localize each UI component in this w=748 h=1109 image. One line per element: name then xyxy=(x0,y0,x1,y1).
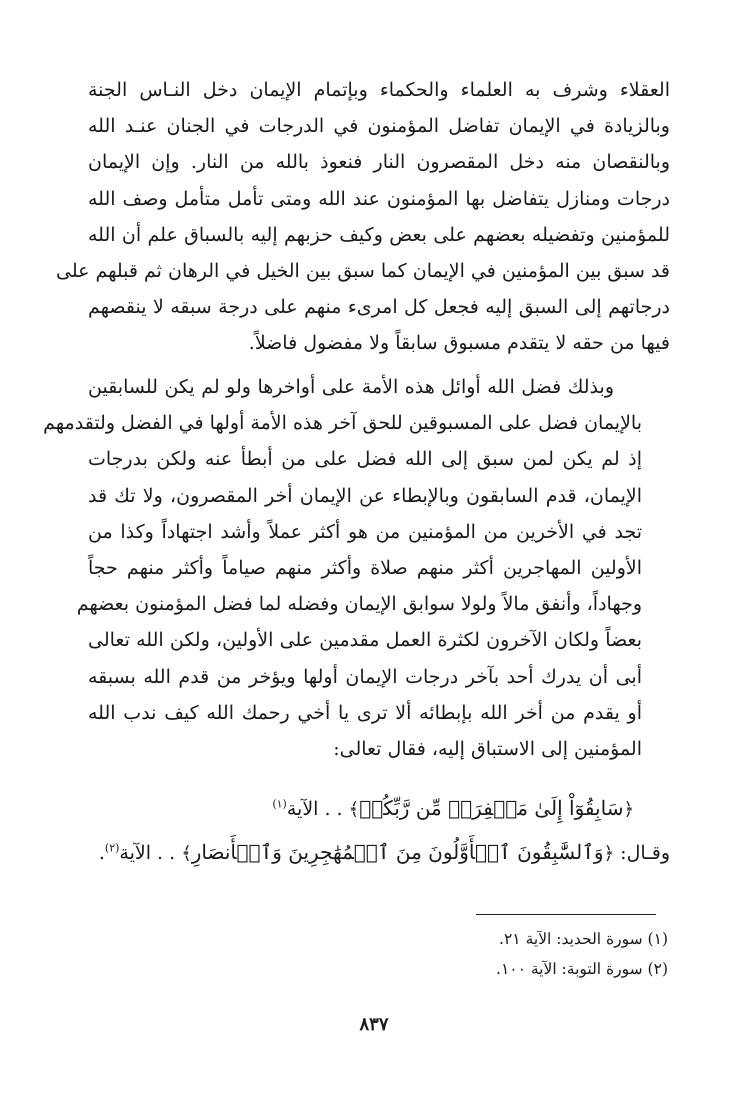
text-line: بعضاً ولكان الآخرون لكثرة العمل مقدمين على الأولين، ولكن الله تعالى xyxy=(88,629,642,652)
text-line: إذ لم يكن لمن سبق إلى الله فضل على من أبطأ عنه ولكن بدرجات xyxy=(88,448,642,471)
verse-open-bracket: ﴿ xyxy=(603,843,615,864)
verse-end: . xyxy=(98,842,105,864)
text-line: الأولين المهاجرين أكثر منهم صلاة وأكثر منهم صياماً وأكثر منهم حجاً xyxy=(88,557,642,580)
verse-suffix: . . الآية xyxy=(286,798,343,820)
footnote-1: (١) سورة الحديد: الآية ٢١. xyxy=(499,930,668,948)
paragraph-1 xyxy=(55,72,670,362)
text-line: درجات ومنازل يتفاضل بها المؤمنون عند الله ومتى تأمل متأمل وصف الله xyxy=(88,187,670,210)
text-line: وبذلك فضل الله أوائل هذه الأمة على أواخرها ولو لم يكن للسابقين xyxy=(88,376,614,398)
text-line: وبالنقصان منه دخل المقصرون النار فنعوذ بالله من النار. وإن الإيمان xyxy=(88,151,670,174)
verse-suffix: . . الآية xyxy=(119,842,176,864)
verse-close-bracket: ﴾ xyxy=(181,843,192,864)
quran-verse-2 xyxy=(88,840,670,864)
text-line: العقلاء وشرف به العلماء والحكماء وبإتمام الإيمان دخل النـاس الجنة xyxy=(88,79,670,101)
footnote-divider xyxy=(476,914,656,915)
text-line: الإيمان، قدم السابقون وبالإبطاء عن الإيمان أخر المقصرون، ولا تك قد xyxy=(88,484,642,507)
text-line: تجد في الأخرين من المؤمنين من هو أكثر عملاً وأشد اجتهاداً وكذا من xyxy=(88,520,642,543)
page-number: ٨٣٧ xyxy=(359,1014,389,1035)
quran-verse-1 xyxy=(88,796,670,820)
paragraph-2 xyxy=(43,369,670,767)
text-line: قد سبق بين المؤمنين في الإيمان كما سبق بين الخيل في الرهان ثم قبلهم على xyxy=(55,260,670,283)
text-line: أبى أن يدرك أحد بآخر درجات الإيمان أولها ويؤخر من قدم الله بسبقه xyxy=(88,665,642,688)
text-line: أو يقدم من أخر الله بإبطائه ألا ترى يا أخي رحمك الله كيف ندب الله xyxy=(88,701,642,724)
verse-text: وَٱلسَّٰبِقُونَ ٱلۡأَوَّلُونَ مِنَ ٱلۡمُهَٰجِرِينَ وَٱلۡأَنصَارِ xyxy=(191,840,604,864)
footnote-2: (٢) سورة التوبة: الآية ١٠٠. xyxy=(496,960,668,978)
text-line: بالإيمان فضل على المسبوقين للحق آخر هذه الأمة أولها في الفضل ولتقدمهم xyxy=(43,412,642,435)
text-line: للمؤمنين وتفضيله بعضهم على بعض وكيف حزبهم إليه بالسباق علم أن الله xyxy=(88,223,670,246)
verse-text: سَابِقُوٓاْ إِلَىٰ مَغۡفِرَةٖ مِّن رَّبِّكُمۡ xyxy=(359,796,624,820)
footnote-ref: (٢) xyxy=(104,841,120,855)
verse-intro: وقـال: xyxy=(620,842,670,864)
verse-close-bracket: ﴾ xyxy=(348,799,360,820)
text-line: وجهاداً، وأنفق مالاً ولولا سوابق الإيمان وفضله لما فضل المؤمنون بعضهم xyxy=(76,593,642,616)
text-line: فيها من حقه لا يتقدم مسبوق سابقاً ولا مفضول فاضلاً. xyxy=(248,332,670,355)
footnote-ref: (١) xyxy=(272,797,287,811)
verse-open-bracket: ﴿ xyxy=(623,799,634,820)
text-line: وبالزيادة في الإيمان تفاضل المؤمنون في الدرجات في الجنان عنـد الله xyxy=(88,115,670,138)
text-line: درجاتهم إلى السبق إليه فجعل كل امرىء منهم على درجة سبقه لا ينقصهم xyxy=(88,296,670,319)
text-line: المؤمنين إلى الاستباق إليه، فقال تعالى: xyxy=(333,738,642,761)
